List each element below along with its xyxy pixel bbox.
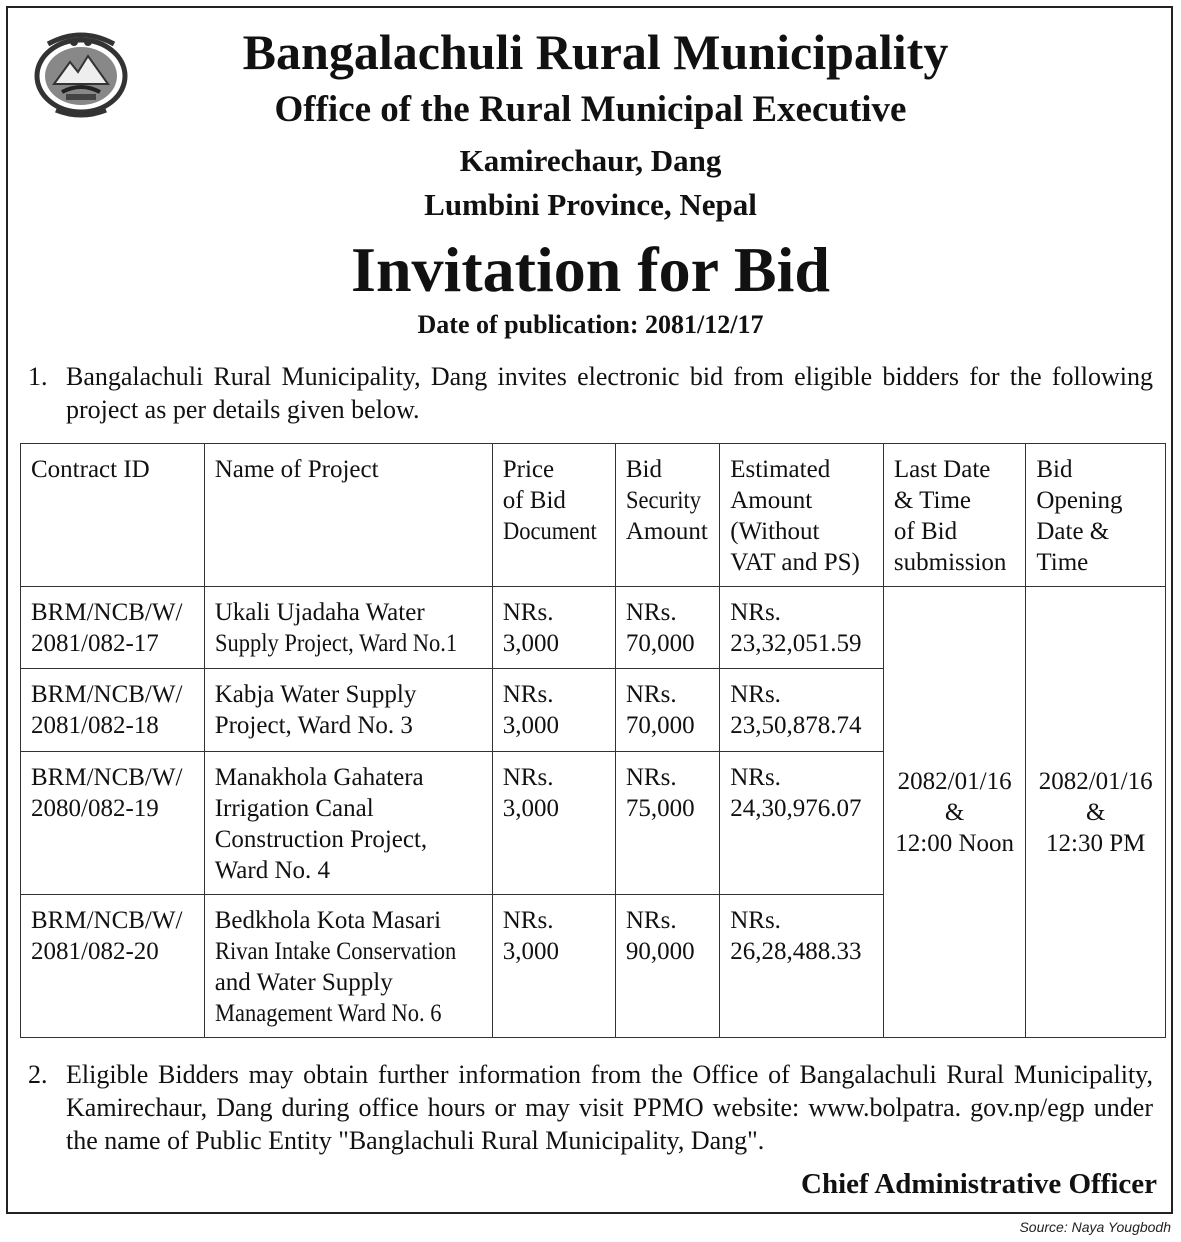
project-name-cell: Ukali Ujadaha Water Supply Project, Ward No.1 bbox=[204, 587, 492, 669]
paragraph-1-number: 1. bbox=[28, 362, 48, 391]
estimated-cell: NRs. 26,28,488.33 bbox=[720, 895, 884, 1038]
project-name-cell: Kabja Water Supply Project, Ward No. 3 bbox=[204, 669, 492, 752]
security-cell: NRs. 75,000 bbox=[615, 752, 719, 895]
header-contract-id: Contract ID bbox=[21, 444, 205, 587]
header-estimated-amount: Estimated Amount (Without VAT and PS) bbox=[720, 444, 884, 587]
contract-id-cell: BRM/NCB/W/ 2081/082-18 bbox=[21, 669, 205, 752]
publication-date: Date of publication: 2081/12/17 bbox=[417, 310, 764, 339]
estimated-cell: NRs. 24,30,976.07 bbox=[720, 752, 884, 895]
security-cell: NRs. 90,000 bbox=[615, 895, 719, 1038]
opening-date-cell: 2082/01/16 & 12:30 PM bbox=[1026, 587, 1166, 1038]
estimated-cell: NRs. 23,32,051.59 bbox=[720, 587, 884, 669]
header-opening-date: Bid Opening Date & Time bbox=[1026, 444, 1166, 587]
header-last-date: Last Date & Time of Bid submission bbox=[883, 444, 1025, 587]
paragraph-2-number: 2. bbox=[28, 1060, 48, 1089]
address-line-1: Kamirechaur, Dang bbox=[459, 143, 722, 178]
contract-id-cell: BRM/NCB/W/ 2081/082-20 bbox=[21, 895, 205, 1038]
header-project-name: Name of Project bbox=[204, 444, 492, 587]
project-name-cell: Manakhola Gahatera Irrigation Canal Construction Project, Ward No. 4 bbox=[204, 752, 492, 895]
estimated-cell: NRs. 23,50,878.74 bbox=[720, 669, 884, 752]
notice-title: Invitation for Bid bbox=[351, 234, 830, 305]
last-date-cell: 2082/01/16 & 12:00 Noon bbox=[883, 587, 1025, 1038]
header-bid-security: Bid Security Amount bbox=[615, 444, 719, 587]
price-cell: NRs. 3,000 bbox=[492, 895, 615, 1038]
paragraph-2 bbox=[28, 1058, 1153, 1157]
security-cell: NRs. 70,000 bbox=[615, 587, 719, 669]
project-name-cell: Bedkhola Kota Masari Rivan Intake Conservation and Water Supply Management Ward No. 6 bbox=[204, 895, 492, 1038]
price-cell: NRs. 3,000 bbox=[492, 669, 615, 752]
paragraph-1 bbox=[28, 360, 1153, 426]
municipality-name: Bangalachuli Rural Municipality bbox=[242, 24, 949, 80]
price-cell: NRs. 3,000 bbox=[492, 752, 615, 895]
bid-table bbox=[20, 443, 1166, 1038]
security-cell: NRs. 70,000 bbox=[615, 669, 719, 752]
paragraph-2-text: Eligible Bidders may obtain further information from the Office of Bangalachuli Rural Municipality, Kamirechaur, Dang during office hours or may visit PPMO website: www.bolpatra. gov.np/egp under the name of Public Entity "Banglachuli Rural Municipality, Dang". bbox=[66, 1060, 1153, 1155]
table-header-row bbox=[21, 444, 1166, 587]
paragraph-1-text: Bangalachuli Rural Municipality, Dang invites electronic bid from eligible bidders for the following project as per details given below. bbox=[66, 362, 1153, 424]
price-cell: NRs. 3,000 bbox=[492, 587, 615, 669]
table-row bbox=[21, 587, 1166, 669]
address-line-2: Lumbini Province, Nepal bbox=[424, 187, 757, 222]
contract-id-cell: BRM/NCB/W/ 2081/082-17 bbox=[21, 587, 205, 669]
signature-title: Chief Administrative Officer bbox=[801, 1168, 1157, 1200]
contract-id-cell: BRM/NCB/W/ 2080/082-19 bbox=[21, 752, 205, 895]
office-name: Office of the Rural Municipal Executive bbox=[274, 89, 907, 130]
source-credit: Source: Naya Yougbodh bbox=[1019, 1219, 1171, 1235]
header-price-doc: Price of Bid Document bbox=[492, 444, 615, 587]
